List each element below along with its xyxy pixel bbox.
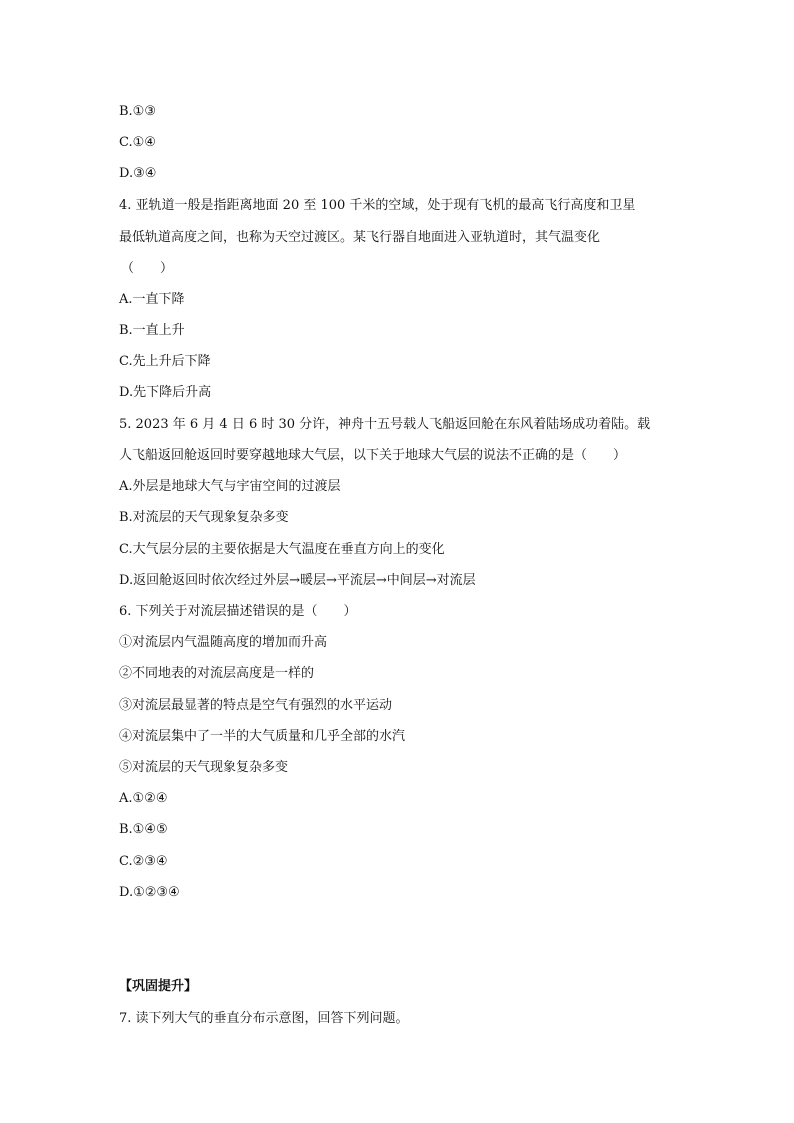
q5-stem-line2: 人飞船返回舱返回时要穿越地球大气层，以下关于地球大气层的说法不正确的是（ ） <box>119 448 627 463</box>
q4-stem-line1: 4. 亚轨道一般是指距离地面 20 至 100 千米的空域，处于现有飞机的最高飞行高度和卫星 <box>119 198 636 213</box>
q4-answer-blank: （ ） <box>121 261 174 276</box>
q6-statement-1: ①对流层内气温随高度的增加而升高 <box>119 635 328 650</box>
q4-option-d: D.先下降后升高 <box>119 385 212 400</box>
q5-option-a: A.外层是地球大气与宇宙空间的过渡层 <box>119 479 341 494</box>
section-heading: 【巩固提升】 <box>119 979 198 994</box>
q3-option-b: B.①③ <box>119 104 156 119</box>
q6-option-b: B.①④⑤ <box>119 822 168 837</box>
q3-option-c: C.①④ <box>119 135 156 150</box>
q7-stem: 7. 读下列大气的垂直分布示意图，回答下列问题。 <box>119 1011 409 1026</box>
q3-option-d: D.③④ <box>119 166 157 181</box>
q5-option-c: C.大气层分层的主要依据是大气温度在垂直方向上的变化 <box>119 542 445 557</box>
q4-option-b: B.一直上升 <box>119 323 185 338</box>
q6-option-d: D.①②③④ <box>119 885 180 900</box>
q4-option-c: C.先上升后下降 <box>119 354 211 369</box>
q5-option-b: B.对流层的天气现象复杂多变 <box>119 510 289 525</box>
q4-stem-line2: 最低轨道高度之间，也称为天空过渡区。某飞行器自地面进入亚轨道时，其气温变化 <box>119 230 601 245</box>
q6-option-c: C.②③④ <box>119 854 168 869</box>
q6-statement-3: ③对流层最显著的特点是空气有强烈的水平运动 <box>119 698 393 713</box>
q6-statement-2: ②不同地表的对流层高度是一样的 <box>119 666 315 681</box>
q6-statement-4: ④对流层集中了一半的大气质量和几乎全部的水汽 <box>119 729 406 744</box>
q6-stem: 6. 下列关于对流层描述错误的是（ ） <box>119 604 357 619</box>
q5-option-d: D.返回舱返回时依次经过外层→暖层→平流层→中间层→对流层 <box>119 573 476 588</box>
q5-stem-line1: 5. 2023 年 6 月 4 日 6 时 30 分许，神舟十五号载人飞船返回舱在东风着陆场成功着陆。载 <box>119 417 651 432</box>
q4-option-a: A.一直下降 <box>119 292 185 307</box>
q6-option-a: A.①②④ <box>119 791 168 806</box>
q6-statement-5: ⑤对流层的天气现象复杂多变 <box>119 760 289 775</box>
